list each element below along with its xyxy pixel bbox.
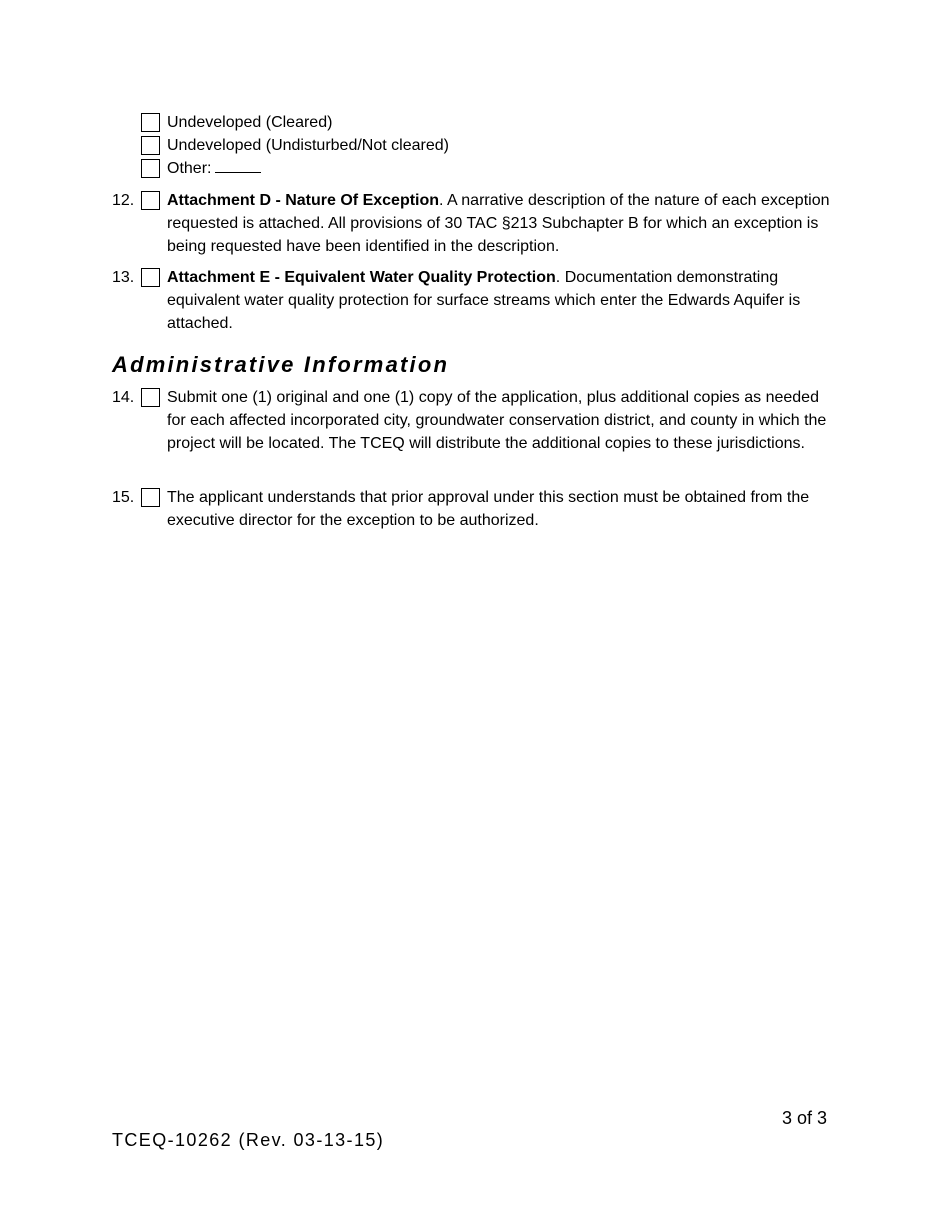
option-label-undeveloped-cleared: Undeveloped (Cleared) xyxy=(167,114,333,131)
checkbox-other[interactable] xyxy=(141,159,160,178)
checkbox-item-12[interactable] xyxy=(141,191,160,210)
item-number-12: 12. xyxy=(112,192,135,209)
item-text-12 xyxy=(167,189,847,258)
option-label-other xyxy=(167,157,261,180)
checkbox-item-13[interactable] xyxy=(141,268,160,287)
item-text-13 xyxy=(167,266,847,335)
checkbox-undeveloped-cleared[interactable] xyxy=(141,113,160,132)
item-text-15: The applicant understands that prior approval under this section must be obtained from the executive director for the exception to be authorized. xyxy=(167,489,810,529)
page-number: 3 of 3 xyxy=(782,1108,828,1128)
item-text-14: Submit one (1) original and one (1) copy of the application, plus additional copies as needed for each affected incorporated city, groundwater conservation district, and county in which the project will be located. The TCEQ will distribute the additional copies to these jurisdictions. xyxy=(167,389,827,452)
checkbox-item-15[interactable] xyxy=(141,488,160,507)
other-blank-field[interactable] xyxy=(215,158,261,173)
section-heading-administrative-information: Administrative Information xyxy=(112,352,450,377)
checkbox-item-14[interactable] xyxy=(141,388,160,407)
item-title-13: Attachment E - Equivalent Water Quality Protection xyxy=(167,269,556,286)
other-label: Other: xyxy=(167,160,212,177)
item-body-13: . Documentation demonstrating equivalent water quality protection for surface streams which enter the Edwards Aquifer is attached. xyxy=(167,269,801,332)
item-number-14: 14. xyxy=(112,389,135,406)
form-identifier: TCEQ-10262 (Rev. 03-13-15) xyxy=(112,1130,385,1150)
item-title-12: Attachment D - Nature Of Exception xyxy=(167,192,440,209)
item-number-15: 15. xyxy=(112,489,135,506)
item-number-13: 13. xyxy=(112,269,135,286)
item-body-12: . A narrative description of the nature of each exception requested is attached. All provisions of 30 TAC §213 Subchapter B for which an exception is being requested have been identified in the description. xyxy=(167,192,830,255)
option-label-undeveloped-not-cleared: Undeveloped (Undisturbed/Not cleared) xyxy=(167,137,449,154)
checkbox-undeveloped-not-cleared[interactable] xyxy=(141,136,160,155)
